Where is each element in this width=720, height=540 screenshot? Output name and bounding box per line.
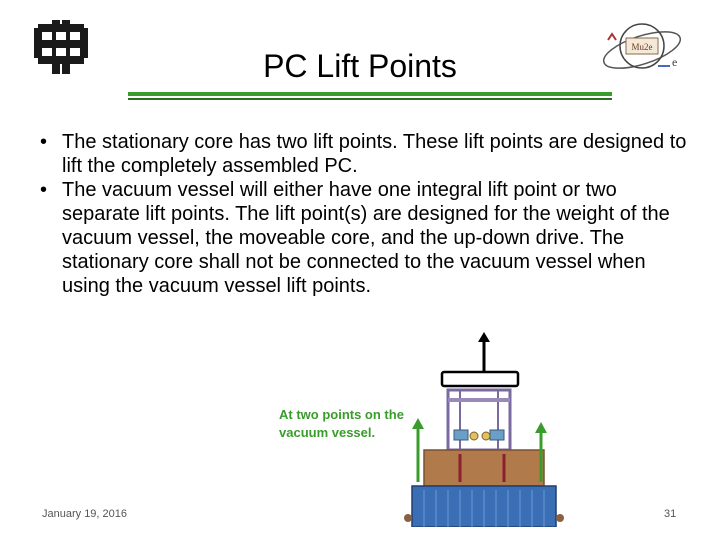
bullet-list xyxy=(40,130,690,298)
lift-points-illustration xyxy=(404,332,564,527)
callout-label: At two points on the vacuum vessel. xyxy=(279,407,404,440)
bullet-dot: • xyxy=(40,179,48,201)
footer-date: January 19, 2016 xyxy=(42,508,128,520)
bullet-item xyxy=(40,130,690,178)
bullet-text: The stationary core has two lift points. These lift points are designed to lift the completely assembled PC. xyxy=(62,131,687,177)
title-underline xyxy=(128,92,612,102)
slide-number: 31 xyxy=(664,508,677,520)
mu2e-logo xyxy=(594,20,690,80)
fermilab-logo xyxy=(32,18,90,76)
lifting-beam xyxy=(442,372,518,386)
slide-title: PC Lift Points xyxy=(263,48,457,84)
svg-text:e: e xyxy=(672,55,678,69)
vacuum-vessel xyxy=(424,450,544,486)
mu2e-logo-text: Mu2e xyxy=(631,42,653,52)
bullet-item xyxy=(40,178,690,298)
bullet-dot: • xyxy=(40,131,48,153)
bullet-text: The vacuum vessel will either have one integral lift point or two separate lift points. The lift point(s) are designed for the weight of the vacuum vessel, the moveable core, and the up-down drive. The stationary core shall not be connected to the vacuum vessel when using the vacuum vessel lift points. xyxy=(62,179,670,297)
